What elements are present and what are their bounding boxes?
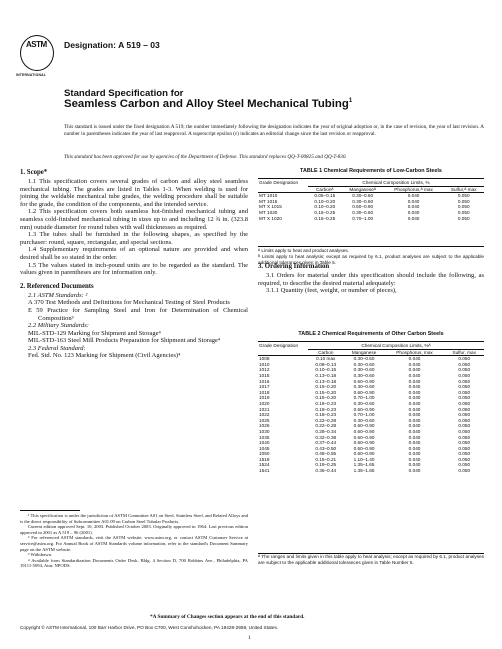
table1 bbox=[258, 180, 484, 221]
table-cell: 1524 bbox=[259, 462, 270, 468]
table2-col-header: Manganese bbox=[351, 349, 377, 355]
page-number: 1 bbox=[248, 635, 251, 641]
scope-1-1: 1.1 This specification covers several grades of carbon and alloy steel seamless mechanical tubing. The grades are listed in Tables 1-3. When welding is used for joining the weldable mechanical tube grades, the welding procedure shall be suitable for the grade, the condition of the components, and the intended service. bbox=[20, 178, 248, 208]
table-cell: 0.040 bbox=[408, 367, 421, 373]
scope-1-5: 1.5 The values stated in inch-pound units are to be regarded as the standard. The values given in parentheses are for information only. bbox=[20, 261, 248, 277]
table-cell: 0.040 bbox=[408, 462, 421, 468]
ref-mil-std-163: MIL-STD-163 Steel Mill Products Preparation for Shipment and Storage⁴ bbox=[28, 337, 221, 345]
ref-e59: E 59 Practice for Sampling Steel and Iron for Determination of Chemical Composition³ bbox=[28, 306, 248, 322]
table-cell: 0.050 bbox=[458, 468, 471, 474]
table-cell: 0.32–0.38 bbox=[315, 434, 337, 440]
table2-span-header: Chemical Composition Limits, %ᴬ bbox=[308, 343, 484, 349]
table-cell: 0.040 bbox=[407, 204, 420, 210]
table-cell: 0.60–0.90 bbox=[353, 440, 375, 446]
table2-grade-header: Grade Designation bbox=[259, 343, 299, 348]
table-cell: 0.22–0.28 bbox=[315, 423, 337, 429]
table-cell: 0.48–0.55 bbox=[315, 451, 337, 457]
table1-span-header: Chemical Composition Limits, % bbox=[308, 180, 484, 186]
title-line1: Standard Specification for bbox=[64, 88, 184, 99]
federal-standard: 2.3 Federal Standard: bbox=[28, 344, 86, 352]
footnote-3: ³ Withdrawn. bbox=[28, 552, 53, 558]
table-cell: 0.28–0.34 bbox=[315, 428, 337, 434]
table-cell: 0.37–0.44 bbox=[315, 440, 337, 446]
table-cell: 0.050 bbox=[458, 361, 471, 367]
table-cell: 0.040 bbox=[408, 361, 421, 367]
left-column bbox=[20, 169, 248, 360]
table-cell: 0.30–0.60 bbox=[352, 193, 374, 199]
table-cell: 0.050 bbox=[458, 400, 471, 406]
table-cell: 0.18–0.23 bbox=[315, 406, 337, 412]
table-cell: 0.050 bbox=[458, 378, 471, 384]
table-cell: 1518 bbox=[259, 456, 270, 462]
table-cell: 0.15–0.25 bbox=[314, 215, 336, 221]
table-cell: 1019 bbox=[259, 395, 270, 401]
table-cell: 0.040 bbox=[408, 451, 421, 457]
ordering-heading: 3. Ordering Information bbox=[258, 263, 330, 270]
footnote-2: ² For referenced ASTM standards, visit the ASTM website, www.astm.org, or contact ASTM Customer Service at service@astm.org. For Annual Book of ASTM Standards volume information, refer to the standard's Document Summary page on the ASTM website. bbox=[20, 535, 248, 552]
table-cell: 1008 bbox=[259, 356, 270, 362]
refs-heading: 2. Referenced Documents bbox=[20, 282, 94, 290]
table1-col-header: Sulfur,ᴬ max bbox=[450, 186, 477, 192]
table-cell: 0.050 bbox=[457, 198, 470, 204]
table-cell: 0.050 bbox=[458, 406, 471, 412]
table-cell: 1040 bbox=[259, 440, 270, 446]
table-cell: 1018 bbox=[259, 389, 270, 395]
table-cell: 0.050 bbox=[458, 395, 471, 401]
table-cell: 0.10 max bbox=[316, 356, 336, 362]
table-cell: MT 1010 bbox=[259, 193, 278, 199]
table-cell: 0.70–1.00 bbox=[353, 412, 375, 418]
astm-logo bbox=[20, 35, 54, 71]
scope-1-3: 1.3 The tubes shall be furnished in the following shapes, as specified by the purchaser: round, square, rectangular, and special sections. bbox=[20, 231, 248, 246]
table-cell: 0.050 bbox=[457, 215, 470, 221]
table-cell: 1030 bbox=[259, 428, 270, 434]
table-cell: MT X 1015 bbox=[259, 204, 282, 210]
table-cell: 0.30–0.60 bbox=[353, 361, 375, 367]
table1-bottom-rule bbox=[258, 246, 484, 247]
table-cell: 0.040 bbox=[408, 456, 421, 462]
table-cell: 0.10–0.20 bbox=[314, 204, 336, 210]
table-cell: 1017 bbox=[259, 384, 270, 390]
ref-mil-std-129: MIL-STD-129 Marking for Shipment and Storage⁴ bbox=[28, 329, 161, 337]
table-cell: 1025 bbox=[259, 417, 270, 423]
table2-title: TABLE 2 Chemical Requirements of Other Carbon Steels bbox=[298, 331, 444, 337]
table-cell: 0.040 bbox=[407, 198, 420, 204]
astm-standards: 2.1 ASTM Standards: ² bbox=[28, 291, 88, 299]
footnote-divider bbox=[20, 510, 80, 511]
table2-col-header: Carbon bbox=[318, 349, 334, 355]
table-cell: 0.30–0.50 bbox=[353, 356, 375, 362]
table2-col-header: Phosphorus, max bbox=[396, 349, 433, 355]
table-cell: 0.050 bbox=[458, 384, 471, 390]
table-cell: 0.19–0.25 bbox=[315, 462, 337, 468]
table1-note-b: ᴮ Limits apply to heat analysis; except as required by 6.1, product analyses are subject to the applicable additional tolerances given in Table 5. bbox=[258, 253, 484, 265]
table-cell: 0.30–0.60 bbox=[352, 209, 374, 215]
table-cell: 0.050 bbox=[458, 372, 471, 378]
table-cell: 0.30–0.60 bbox=[353, 384, 375, 390]
table-cell: 0.040 bbox=[408, 389, 421, 395]
table-cell: 0.050 bbox=[458, 412, 471, 418]
table-cell: 0.60–0.90 bbox=[353, 428, 375, 434]
table-row bbox=[258, 468, 484, 474]
footnote-1: ¹ This specification is under the jurisdiction of ASTM Committee A01 on Steel, Stainless Steel, and Related Alloys and is the direct responsibility of Subcommittee A01.09 on Carbon Steel Tubular Products. bbox=[20, 513, 248, 524]
table-cell: 0.040 bbox=[407, 209, 420, 215]
table-cell: 0.040 bbox=[407, 193, 420, 199]
table-cell: 0.30–0.60 bbox=[353, 417, 375, 423]
table-cell: 0.040 bbox=[408, 412, 421, 418]
table-cell: 0.050 bbox=[458, 428, 471, 434]
table-cell: 0.05–0.15 bbox=[314, 193, 336, 199]
table-cell: 0.10–0.20 bbox=[314, 198, 336, 204]
table-cell: MT 1020 bbox=[259, 209, 278, 215]
table1-body bbox=[258, 193, 484, 221]
table1-note-a: ᴬ Limits apply to heat and product analyses. bbox=[258, 248, 349, 253]
table-cell: 0.36–0.44 bbox=[315, 468, 337, 474]
table-cell: 0.040 bbox=[408, 356, 421, 362]
table-cell: 0.050 bbox=[457, 193, 470, 199]
table-cell: 0.30–0.60 bbox=[353, 372, 375, 378]
table-cell: 0.040 bbox=[408, 372, 421, 378]
table2 bbox=[258, 343, 484, 474]
table-cell: 0.050 bbox=[458, 367, 471, 373]
copyright: Copyright © ASTM International, 100 Barr Harbor Drive, PO Box C700, West Conshohocken, PA 19428-2959, United States. bbox=[20, 625, 279, 630]
table-cell: 1.35–1.65 bbox=[353, 462, 375, 468]
table2-body bbox=[258, 356, 484, 474]
table-cell: 0.040 bbox=[408, 445, 421, 451]
table-cell: 0.15–0.20 bbox=[315, 384, 337, 390]
table-cell: 0.15–0.20 bbox=[315, 395, 337, 401]
table-cell: 0.60–0.90 bbox=[353, 451, 375, 457]
table-cell: 0.050 bbox=[457, 204, 470, 210]
table1-col-header: Carbonᴬ bbox=[316, 186, 334, 192]
table-cell: 0.43–0.50 bbox=[315, 445, 337, 451]
table-cell: 0.040 bbox=[408, 395, 421, 401]
table-cell: 0.22–0.28 bbox=[315, 417, 337, 423]
table-cell: 0.050 bbox=[458, 456, 471, 462]
table-cell: 0.60–0.90 bbox=[353, 423, 375, 429]
table-cell: MT 1015 bbox=[259, 198, 278, 204]
scope-1-2: 1.2 This specification covers both seamless hot-finished mechanical tubing and seamless cold-finished mechanical tubing in sizes up to and including 12 ¾ in. (323.8 mm) outside diameter for round tubes with wall thicknesses as required. bbox=[20, 208, 248, 231]
table1-col-header: Phosphorus,ᴬ max bbox=[394, 186, 433, 192]
table-cell: 0.60–0.90 bbox=[353, 434, 375, 440]
ref-a370: A 370 Test Methods and Definitions for Mechanical Testing of Steel Products bbox=[28, 299, 230, 307]
table-cell: 1016 bbox=[259, 378, 270, 384]
table-cell: 0.08–0.13 bbox=[315, 361, 337, 367]
table-cell: 0.050 bbox=[458, 440, 471, 446]
footnote-4: ⁴ Available from Standardization Documents Order Desk, Bldg. 4 Section D, 700 Robbins Ave., Philadelphia, PA 19111-5094, Attn: NPODS. bbox=[20, 557, 248, 569]
table-cell: 0.050 bbox=[458, 445, 471, 451]
dod-notice: This standard has been approved for use by agencies of the Department of Defense. This standard replaces QQ-T-00825 and QQ-T-830. bbox=[64, 154, 347, 160]
table-cell: 1021 bbox=[259, 406, 270, 412]
ordering-3-1-1: 3.1.1 Quantity (feet, weight, or number of pieces), bbox=[266, 287, 397, 295]
table-cell: 1045 bbox=[259, 445, 270, 451]
table-cell: 0.040 bbox=[407, 215, 420, 221]
table-cell: 0.050 bbox=[458, 434, 471, 440]
table-cell: 0.040 bbox=[408, 440, 421, 446]
table-cell: 0.15–0.20 bbox=[315, 389, 337, 395]
ordering-section bbox=[258, 263, 484, 295]
table-cell: 0.13–0.18 bbox=[315, 372, 337, 378]
scope-heading: 1. Scope* bbox=[20, 169, 48, 176]
table1-col-header: Manganeseᴬ bbox=[349, 186, 376, 192]
table-cell: 0.050 bbox=[457, 209, 470, 215]
summary-of-changes-note: *A Summary of Changes section appears at the end of this standard. bbox=[150, 614, 305, 620]
table-cell: 0.050 bbox=[458, 462, 471, 468]
table-cell: 0.30–0.60 bbox=[353, 400, 375, 406]
logo-mark: ASTM bbox=[26, 40, 47, 49]
table-cell: 1.10–1.40 bbox=[353, 456, 375, 462]
table-cell: 0.050 bbox=[458, 423, 471, 429]
table1-top-rule bbox=[258, 178, 484, 179]
table-cell: 0.10–0.15 bbox=[315, 367, 337, 373]
table-cell: 0.60–0.90 bbox=[353, 406, 375, 412]
table-cell: 0.60–0.90 bbox=[353, 445, 375, 451]
table-cell: 0.30–0.60 bbox=[353, 367, 375, 373]
table-cell: 1050 bbox=[259, 451, 270, 457]
table-cell: 1015 bbox=[259, 372, 270, 378]
table-cell: 1012 bbox=[259, 367, 270, 373]
footnote-1b: Current edition approved Sept. 10, 2003. Published October 2003. Originally approved in 1964. Last previous edition approved in 2001 as A 519 – 96 (2001). bbox=[20, 524, 248, 535]
designation: Designation: A 519 – 03 bbox=[64, 40, 160, 50]
ref-fed-std-123: Fed. Std. No. 123 Marking for Shipment (Civil Agencies)⁴ bbox=[28, 352, 181, 360]
footnotes bbox=[20, 513, 248, 569]
table1-title: TABLE 1 Chemical Requirements of Low-Carbon Steels bbox=[300, 168, 442, 174]
table-cell: 0.050 bbox=[458, 451, 471, 457]
table-cell: 0.040 bbox=[408, 434, 421, 440]
table-cell: 0.040 bbox=[408, 423, 421, 429]
ordering-3-1: 3.1 Orders for material under this specification should include the following, as required, to describe the desired material adequately: bbox=[258, 272, 484, 287]
title-line2: Seamless Carbon and Alloy Steel Mechanical Tubing$^1$ bbox=[64, 98, 353, 110]
table-cell: 0.70–1.00 bbox=[353, 395, 375, 401]
table-cell: 1020 bbox=[259, 400, 270, 406]
table-cell: 0.15–0.21 bbox=[315, 456, 337, 462]
logo-label: INTERNATIONAL bbox=[16, 73, 47, 77]
military-standards: 2.2 Military Standards: bbox=[28, 322, 89, 330]
scope-1-4: 1.4 Supplementary requirements of an optional nature are provided and when desired shall be so stated in the order. bbox=[20, 246, 248, 261]
table-cell: 0.60–0.90 bbox=[353, 389, 375, 395]
table-cell: 0.60–0.90 bbox=[352, 204, 374, 210]
table2-top-rule bbox=[258, 341, 484, 342]
table-cell: 1026 bbox=[259, 423, 270, 429]
table-cell: 0.040 bbox=[408, 417, 421, 423]
table-cell: 0.13–0.18 bbox=[315, 378, 337, 384]
table-cell: 0.040 bbox=[408, 468, 421, 474]
table-cell: 0.050 bbox=[458, 356, 471, 362]
table-cell: 1010 bbox=[259, 361, 270, 367]
table-cell: 0.30–0.60 bbox=[352, 198, 374, 204]
table-cell: 0.18–0.23 bbox=[315, 412, 337, 418]
table-cell: 0.60–0.90 bbox=[353, 378, 375, 384]
table-cell: 0.18–0.23 bbox=[315, 400, 337, 406]
table-cell: 1035 bbox=[259, 434, 270, 440]
standard-notice: This standard is issued under the fixed designation A 519; the number immediately following the designation indicates the year of original adoption or, in the case of revision, the year of last revision. A number in parentheses indicates the year of last reapproval. A superscript epsilon (ε) indicates an editorial change since the last revision or reapproval. bbox=[64, 124, 484, 137]
table-cell: 0.15–0.25 bbox=[314, 209, 336, 215]
table-row bbox=[258, 216, 484, 222]
table-cell: 0.040 bbox=[408, 384, 421, 390]
table-cell: 0.050 bbox=[458, 417, 471, 423]
table1-grade-header: Grade Designation bbox=[259, 180, 299, 185]
table2-col-header: Sulfur, max bbox=[452, 349, 476, 355]
table-cell: 1541 bbox=[259, 468, 270, 474]
table-cell: 0.040 bbox=[408, 406, 421, 412]
table-cell: MT X 1020 bbox=[259, 215, 282, 221]
table-cell: 0.040 bbox=[408, 428, 421, 434]
table-cell: 1022 bbox=[259, 412, 270, 418]
table2-note-a: ᴬ The ranges and limits given in this table apply to heat analysis; except as required by 6.1, product analyses are subject to the applicable additional tolerances given in Table Number 5. bbox=[258, 554, 484, 565]
table-cell: 0.050 bbox=[458, 389, 471, 395]
table-cell: 0.040 bbox=[408, 400, 421, 406]
table-cell: 1.35–1.65 bbox=[353, 468, 375, 474]
table-cell: 0.70–1.00 bbox=[352, 215, 374, 221]
table-cell: 0.040 bbox=[408, 378, 421, 384]
